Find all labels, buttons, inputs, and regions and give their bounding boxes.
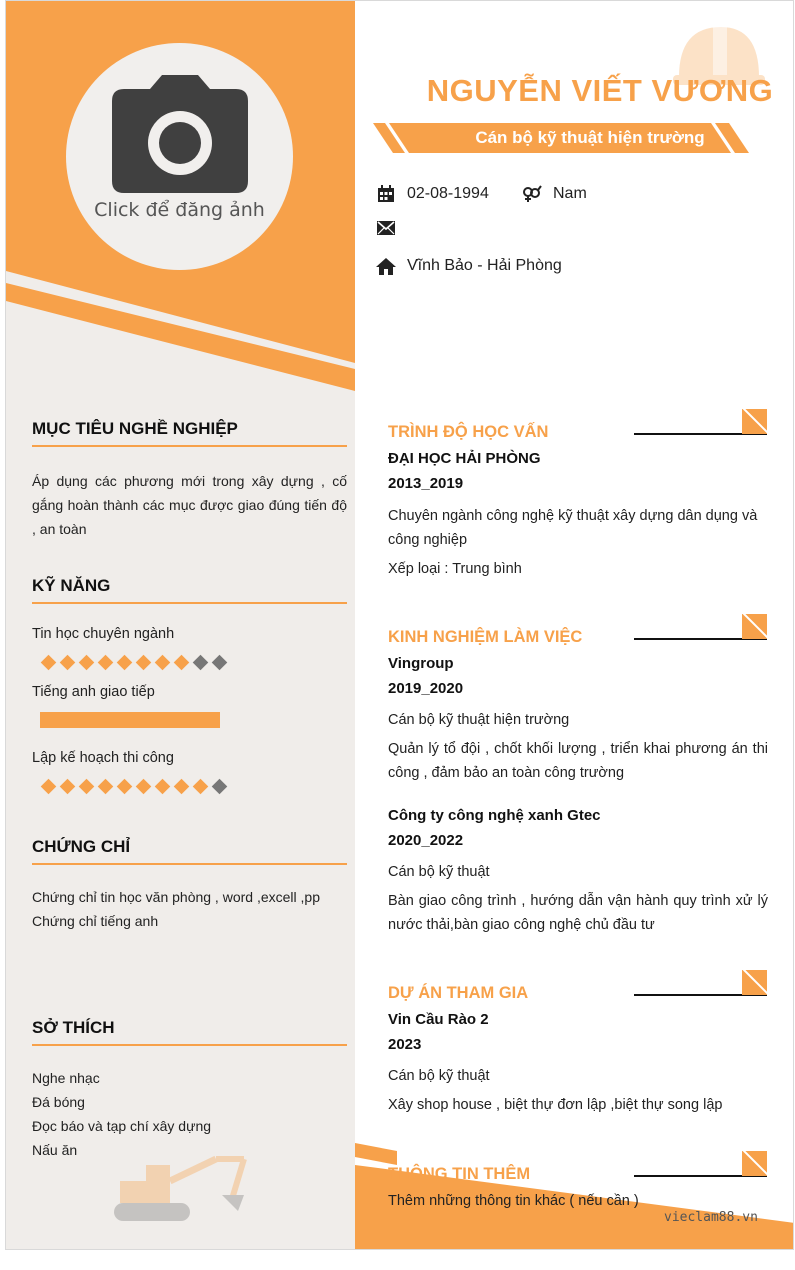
skill-level-fill xyxy=(40,712,220,728)
certificates-section xyxy=(32,837,347,933)
rating-diamond-filled xyxy=(59,654,75,670)
skill-name: Tiếng anh giao tiếp xyxy=(32,684,155,700)
address-value: Vĩnh Bảo - Hải Phòng xyxy=(407,257,562,274)
project-name: Vin Cầu Rào 2 xyxy=(388,1011,489,1028)
rating-diamond-filled xyxy=(78,654,94,670)
mail-icon xyxy=(375,217,397,239)
gender-row xyxy=(521,183,587,205)
section-header xyxy=(388,614,768,654)
skill-name: Lập kế hoạch thi công xyxy=(32,750,174,766)
rating-diamond-filled xyxy=(97,654,113,670)
additional-text: Thêm những thông tin khác ( nếu cần ) xyxy=(388,1193,639,1209)
calendar-icon xyxy=(375,183,397,205)
gender-icon xyxy=(521,183,543,205)
hobbies-section xyxy=(32,1018,347,1162)
section-marker xyxy=(742,970,767,995)
skill-item xyxy=(32,750,347,794)
project-role: Cán bộ kỹ thuật xyxy=(388,1068,490,1084)
section-header xyxy=(388,1151,768,1191)
experience-title: KINH NGHIỆM LÀM VIỆC xyxy=(388,628,583,646)
education-period: 2013_2019 xyxy=(388,475,464,492)
objective-title: MỤC TIÊU NGHỀ NGHIỆP xyxy=(32,419,347,447)
job-description: Bàn giao công trình , hướng dẫn vận hành quy trình xử lý nước thải,bàn giao công nghệ chủ đầu tư xyxy=(388,893,768,933)
birthdate-row xyxy=(375,183,489,205)
section-header xyxy=(388,970,768,1010)
certificates-list xyxy=(32,885,347,933)
rating-diamond-filled xyxy=(154,654,170,670)
skill-rating xyxy=(40,778,347,794)
hobby-item: Đá bóng xyxy=(32,1094,85,1110)
education-major: Chuyên ngành công nghệ kỹ thuật xây dựng dân dụng và công nghiệp xyxy=(388,508,758,548)
left-column xyxy=(6,1,355,1250)
project-description: Xây shop house , biệt thự đơn lập ,biệt thự song lập xyxy=(388,1097,723,1113)
skills-section xyxy=(32,576,347,794)
excavator-icon xyxy=(106,1151,256,1231)
rating-diamond-filled xyxy=(59,778,75,794)
objective-text: Áp dụng các phương mới trong xây dựng , cố gắng hoàn thành các mục được giao đúng tiến độ , an toàn xyxy=(32,473,347,537)
hobbies-list xyxy=(32,1066,347,1162)
section-marker xyxy=(742,409,767,434)
skill-item xyxy=(32,626,347,670)
section-marker xyxy=(742,1151,767,1176)
project-year: 2023 xyxy=(388,1036,422,1053)
rating-diamond-filled xyxy=(192,778,208,794)
rating-diamond-empty xyxy=(192,654,208,670)
photo-upload-label: Click để đăng ảnh xyxy=(94,199,265,221)
position-title: Cán bộ kỹ thuật hiện trường xyxy=(475,128,705,147)
rating-diamond-filled xyxy=(40,778,56,794)
hobbies-title: SỞ THÍCH xyxy=(32,1018,347,1046)
skills-title: KỸ NĂNG xyxy=(32,576,347,604)
gender-value: Nam xyxy=(553,185,587,202)
rating-diamond-filled xyxy=(116,778,132,794)
address-row xyxy=(375,255,562,277)
education-title: TRÌNH ĐỘ HỌC VẤN xyxy=(388,423,549,441)
job-role: Cán bộ kỹ thuật xyxy=(388,864,490,880)
projects-section xyxy=(388,970,768,1117)
email-row xyxy=(375,217,407,239)
skill-item xyxy=(32,684,347,728)
rating-diamond-filled xyxy=(40,654,56,670)
additional-title: THÔNG TIN THÊM xyxy=(388,1165,531,1183)
rating-diamond-filled xyxy=(173,654,189,670)
job-role: Cán bộ kỹ thuật hiện trường xyxy=(388,712,570,728)
certificate-item: Chứng chỉ tin học văn phòng , word ,excell ,pp xyxy=(32,889,320,905)
rating-diamond-filled xyxy=(116,654,132,670)
rating-diamond-filled xyxy=(135,654,151,670)
camera-icon xyxy=(112,75,248,193)
section-marker xyxy=(742,614,767,639)
hobby-item: Nghe nhạc xyxy=(32,1070,100,1086)
job-period: 2019_2020 xyxy=(388,680,464,697)
hobby-item: Đọc báo và tạp chí xây dựng xyxy=(32,1118,212,1134)
birthdate-value: 02-08-1994 xyxy=(407,185,489,202)
rating-diamond-empty xyxy=(211,654,227,670)
rating-diamond-filled xyxy=(78,778,94,794)
rating-diamond-filled xyxy=(97,778,113,794)
job-period: 2020_2022 xyxy=(388,832,464,849)
home-icon xyxy=(375,255,397,277)
rating-diamond-filled xyxy=(135,778,151,794)
certificate-item: Chứng chỉ tiếng anh xyxy=(32,913,159,929)
additional-section xyxy=(388,1151,768,1213)
certificates-title: CHỨNG CHỈ xyxy=(32,837,347,865)
rating-diamond-empty xyxy=(211,778,227,794)
photo-upload[interactable] xyxy=(66,43,293,270)
education-school: ĐẠI HỌC HẢI PHÒNG xyxy=(388,450,541,467)
job-description: Quản lý tổ đội , chốt khối lượng , triển khai phương án thi công , đảm bảo an toàn công trường xyxy=(388,741,768,781)
candidate-name: NGUYỄN VIẾT VƯƠNG xyxy=(426,73,774,108)
job-company: Công ty công nghệ xanh Gtec xyxy=(388,807,601,824)
skill-rating xyxy=(40,654,347,670)
section-header xyxy=(388,409,768,449)
experience-section xyxy=(388,614,768,937)
cv-page xyxy=(5,0,794,1250)
rating-diamond-filled xyxy=(173,778,189,794)
objective-section xyxy=(32,419,347,541)
skill-level-bar xyxy=(40,712,220,728)
skill-name: Tin học chuyên ngành xyxy=(32,626,175,642)
right-column xyxy=(355,1,794,1250)
hobby-item: Nấu ăn xyxy=(32,1142,78,1158)
watermark: vieclam88.vn xyxy=(664,1210,758,1225)
education-grade: Xếp loại : Trung bình xyxy=(388,561,522,577)
projects-title: DỰ ÁN THAM GIA xyxy=(388,984,529,1002)
rating-diamond-filled xyxy=(154,778,170,794)
education-section xyxy=(388,409,768,581)
job-company: Vingroup xyxy=(388,655,454,672)
